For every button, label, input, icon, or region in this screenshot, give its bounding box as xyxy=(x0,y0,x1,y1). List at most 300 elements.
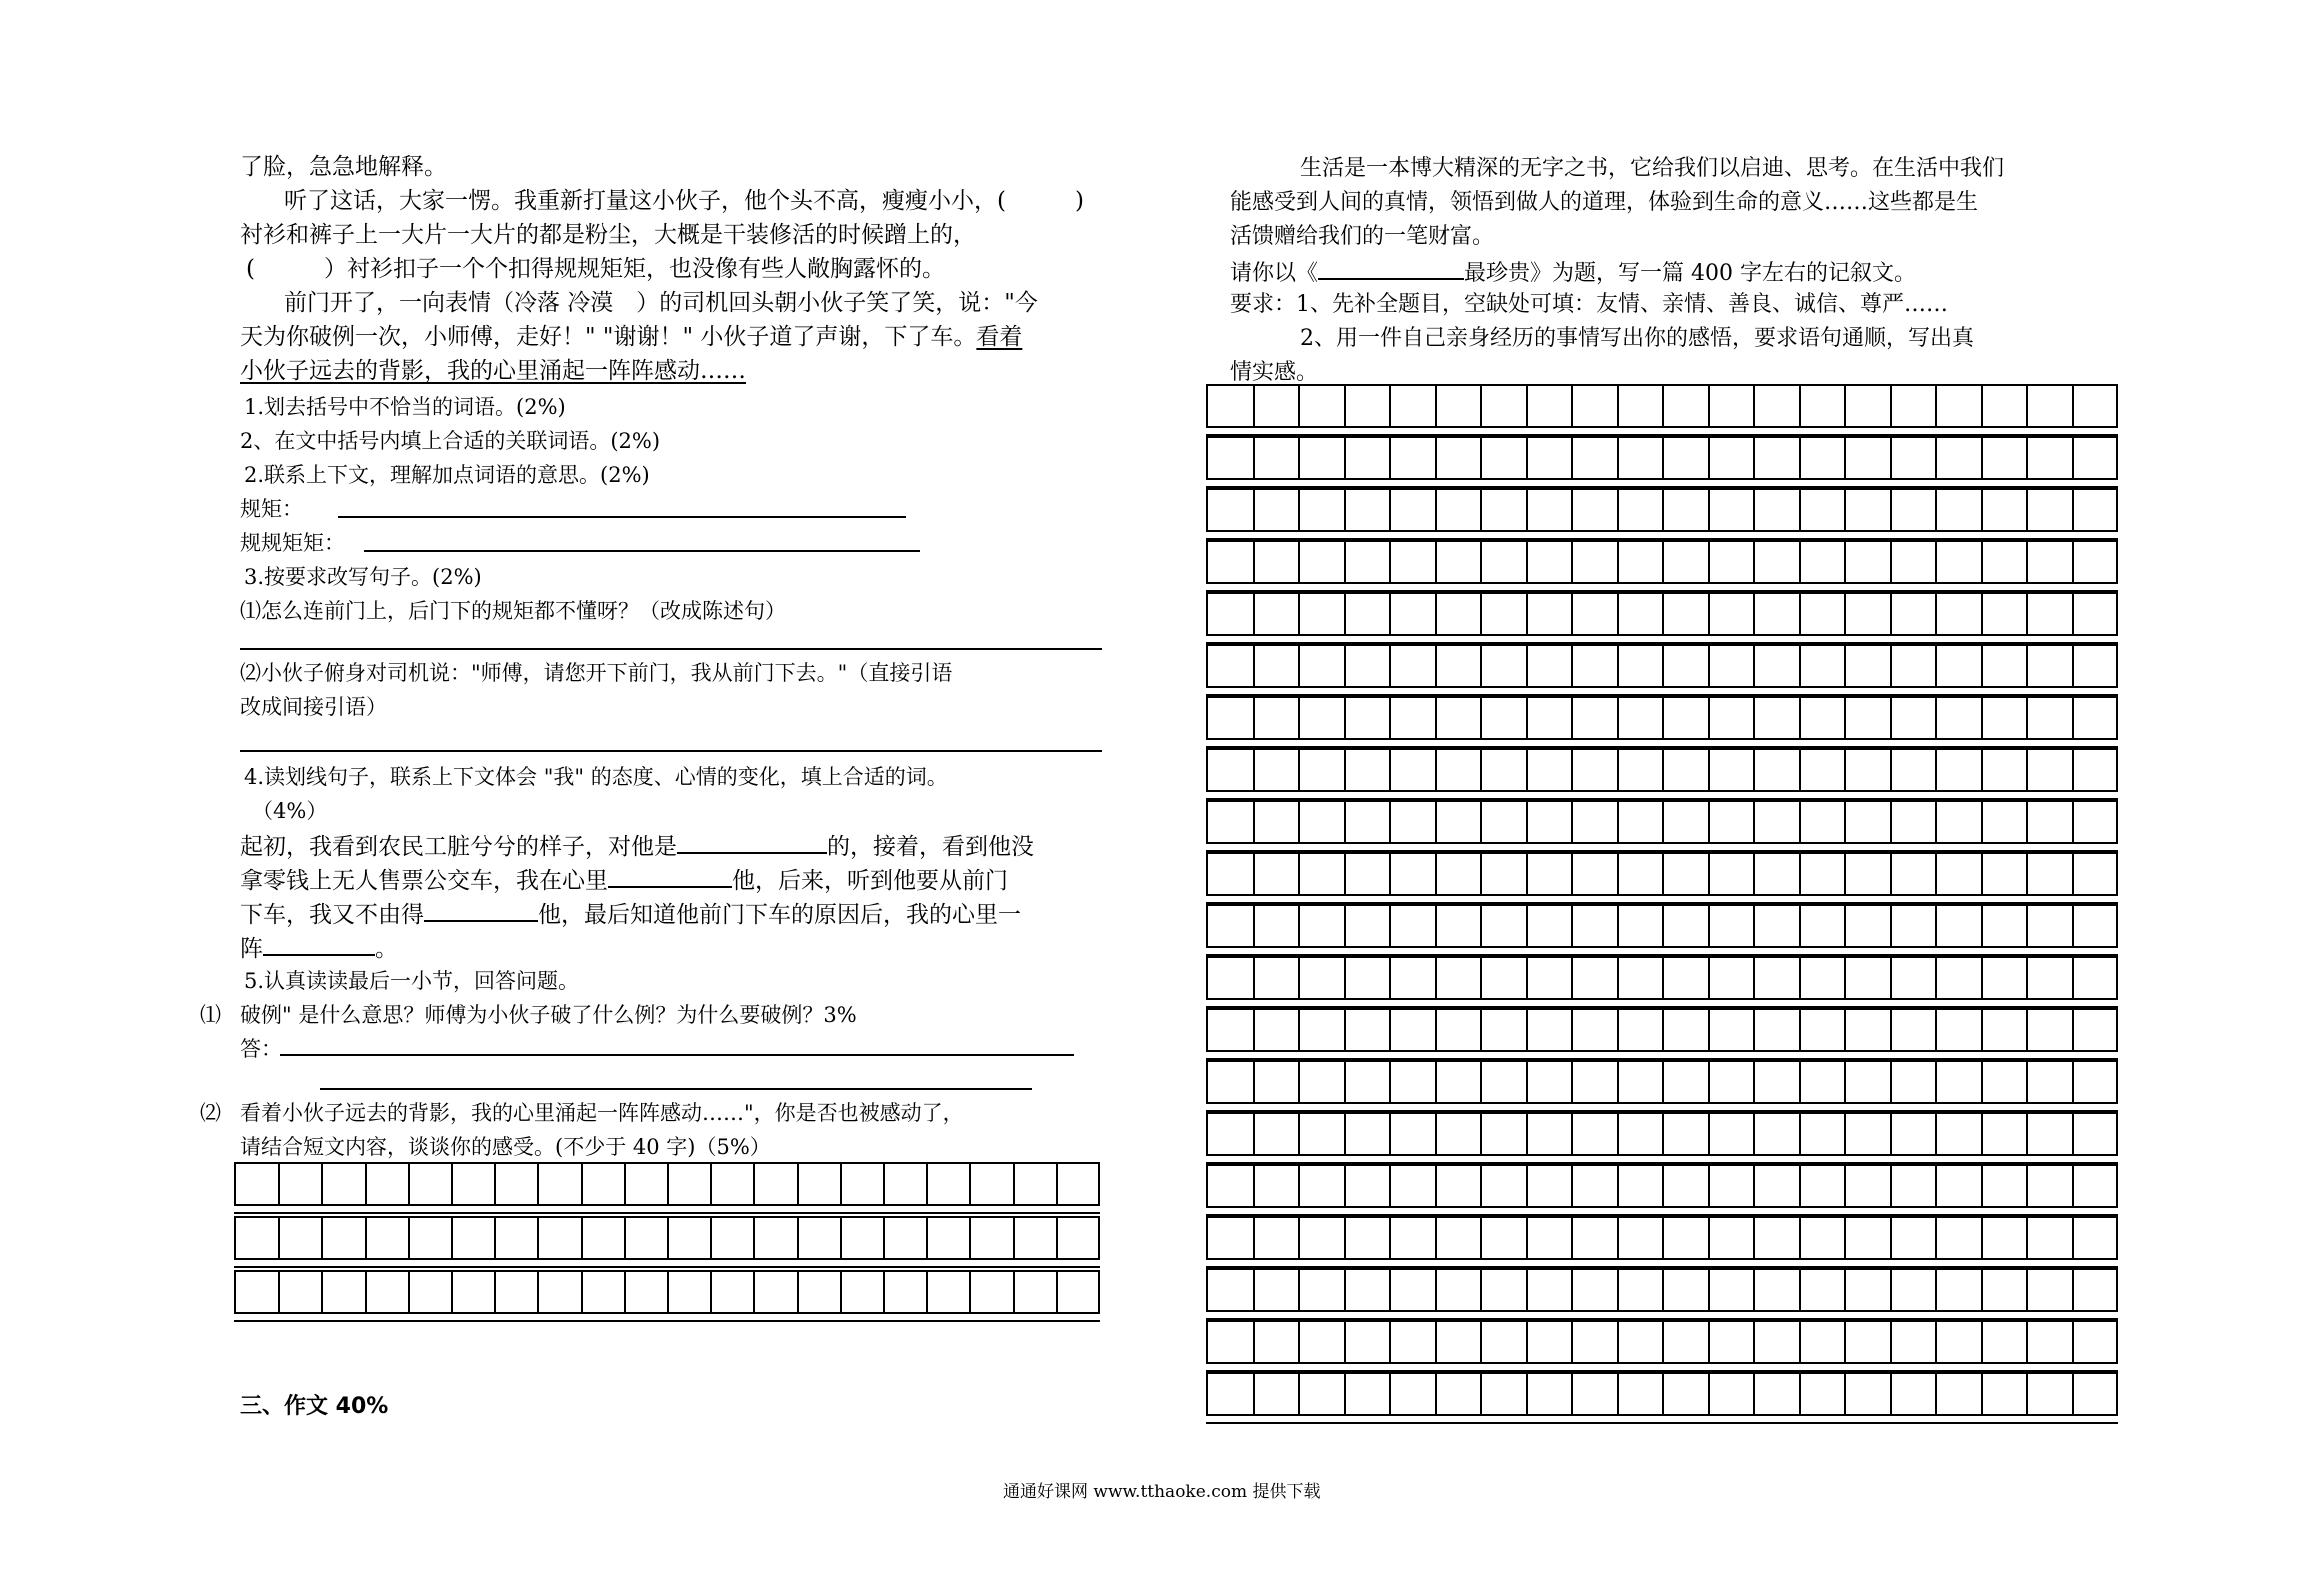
grid-cell-divider xyxy=(1844,1062,1846,1102)
grid-cell-divider xyxy=(1526,1062,1528,1102)
grid-cell-divider xyxy=(1708,1218,1710,1258)
grid-cell-divider xyxy=(1799,490,1801,530)
grid-cell-divider xyxy=(1662,438,1664,478)
fill-blank-1[interactable] xyxy=(677,828,827,854)
grid-cell-divider xyxy=(1890,1166,1892,1206)
grid-cell-divider xyxy=(1480,1062,1482,1102)
grid-cell-divider xyxy=(1890,750,1892,790)
grid-cell-divider xyxy=(1844,1322,1846,1362)
essay-requirement-1: 要求：1、先补全题目，空缺处可填：友情、亲情、善良、诚信、尊严…… xyxy=(1230,292,1948,317)
grid-cell-divider xyxy=(1844,386,1846,426)
essay-intro-2: 能感受到人间的真情，领悟到做人的道理，体验到生命的意义……这些都是生 xyxy=(1230,190,1979,215)
grid-cell-divider xyxy=(1935,438,1937,478)
grid-cell-divider xyxy=(1890,1010,1892,1050)
grid-cell-divider xyxy=(1480,1218,1482,1258)
essay-prompt xyxy=(1230,254,1916,291)
grid-cell-divider xyxy=(1708,1010,1710,1050)
grid-cell-divider xyxy=(2072,1218,2074,1258)
grid-cell-divider xyxy=(1526,906,1528,946)
grid-cell-divider xyxy=(1344,1270,1346,1310)
grid-cell-divider xyxy=(667,1218,669,1258)
fill-3-text-b: 他，最后知道他前门下车的原因后，我的心里一 xyxy=(538,902,1021,928)
grid-cell-divider xyxy=(1617,698,1619,738)
grid-cell-divider xyxy=(840,1218,842,1258)
grid-cell-divider xyxy=(1799,1322,1801,1362)
grid-cell-divider xyxy=(1389,1166,1391,1206)
grid-cell-divider xyxy=(1435,1010,1437,1050)
grid-cell-divider xyxy=(2026,1322,2028,1362)
grid-cell-divider xyxy=(1890,1270,1892,1310)
grid-cell-divider xyxy=(1617,490,1619,530)
grid-cell-divider xyxy=(1753,1166,1755,1206)
question-6b-number: ⑵ xyxy=(200,1101,221,1125)
grid-cell-divider xyxy=(2026,1114,2028,1154)
question-3-item-b: 规规矩矩： xyxy=(240,531,345,555)
grid-cell-divider xyxy=(1844,490,1846,530)
passage-line-6 xyxy=(240,320,1022,354)
question-6b-line-2: 请结合短文内容，谈谈你的感受。(不少于 40 字)（5%） xyxy=(240,1135,771,1159)
grid-cell-divider xyxy=(1799,698,1801,738)
grid-cell-divider xyxy=(1480,646,1482,686)
passage-line-3: 衬衫和裤子上一大片一大片的都是粉尘，大概是干装修活的时候蹭上的， xyxy=(240,222,976,248)
grid-cell-divider xyxy=(1526,1322,1528,1362)
grid-cell-divider xyxy=(1617,1010,1619,1050)
grid-cell-divider xyxy=(1435,1062,1437,1102)
grid-cell-divider xyxy=(365,1164,367,1204)
essay-prompt-text-a: 请你以《 xyxy=(1230,261,1319,286)
grid-cell-divider xyxy=(1708,1270,1710,1310)
grid-cell-divider xyxy=(1844,802,1846,842)
question-6a: 破例" 是什么意思？师傅为小伙子破了什么例？为什么要破例？3% xyxy=(240,1003,857,1027)
grid-cell-divider xyxy=(1935,958,1937,998)
grid-cell-divider xyxy=(2026,906,2028,946)
grid-cell-divider xyxy=(1571,854,1573,894)
grid-cell-divider xyxy=(1981,438,1983,478)
grid-cell-divider xyxy=(1253,1114,1255,1154)
grid-row xyxy=(1206,1008,2118,1052)
grid-cell-divider xyxy=(1708,906,1710,946)
grid-cell-divider xyxy=(1662,1114,1664,1154)
grid-cell-divider xyxy=(1571,490,1573,530)
grid-cell-divider xyxy=(1389,1010,1391,1050)
fill-blank-3[interactable] xyxy=(424,896,538,922)
grid-cell-divider xyxy=(2072,594,2074,634)
grid-cell-divider xyxy=(1753,490,1755,530)
grid-cell-divider xyxy=(1981,1010,1983,1050)
grid-cell-divider xyxy=(1662,958,1664,998)
grid-cell-divider xyxy=(1662,594,1664,634)
grid-cell-divider xyxy=(1708,542,1710,582)
fill-1-text-b: 的，接着，看到他没 xyxy=(827,834,1034,860)
grid-cell-divider xyxy=(1708,490,1710,530)
grid-cell-divider xyxy=(1617,438,1619,478)
grid-cell-divider xyxy=(1526,958,1528,998)
grid-cell-divider xyxy=(1662,1218,1664,1258)
grid-cell-divider xyxy=(1708,438,1710,478)
grid-cell-divider xyxy=(2072,1010,2074,1050)
grid-cell-divider xyxy=(1526,386,1528,426)
grid-cell-divider xyxy=(1890,698,1892,738)
grid-cell-divider xyxy=(1253,1270,1255,1310)
grid-cell-divider xyxy=(1480,1114,1482,1154)
essay-intro-1: 生活是一本博大精深的无字之书，它给我们以启迪、思考。在生活中我们 xyxy=(1300,156,2005,181)
grid-cell-divider xyxy=(710,1272,712,1312)
grid-cell-divider xyxy=(1799,438,1801,478)
grid-cell-divider xyxy=(1571,1166,1573,1206)
grid-cell-divider xyxy=(926,1164,928,1204)
grid-cell-divider xyxy=(1844,438,1846,478)
grid-cell-divider xyxy=(1480,854,1482,894)
grid-row xyxy=(1206,644,2118,688)
answer-line-6a-1[interactable] xyxy=(280,1054,1074,1056)
essay-title-blank[interactable] xyxy=(1318,254,1464,280)
grid-cell-divider xyxy=(2026,490,2028,530)
grid-cell-divider xyxy=(1298,1218,1300,1258)
grid-cell-divider xyxy=(1480,490,1482,530)
answer-line-4b[interactable] xyxy=(240,750,1102,752)
grid-cell-divider xyxy=(1253,1010,1255,1050)
grid-cell-divider xyxy=(1935,490,1937,530)
grid-cell-divider xyxy=(667,1272,669,1312)
grid-cell-divider xyxy=(1981,646,1983,686)
answer-line-3b[interactable] xyxy=(364,550,920,552)
grid-cell-divider xyxy=(1708,698,1710,738)
grid-cell-divider xyxy=(1253,646,1255,686)
grid-cell-divider xyxy=(1799,594,1801,634)
grid-cell-divider xyxy=(1389,490,1391,530)
grid-cell-divider xyxy=(494,1164,496,1204)
grid-cell-divider xyxy=(1753,646,1755,686)
grid-cell-divider xyxy=(1013,1164,1015,1204)
answer-grid-short[interactable] xyxy=(234,1162,1100,1322)
grid-cell-divider xyxy=(1571,594,1573,634)
grid-cell-divider xyxy=(1480,1322,1482,1362)
grid-cell-divider xyxy=(1253,1062,1255,1102)
grid-cell-divider xyxy=(2072,646,2074,686)
grid-cell-divider xyxy=(1435,1218,1437,1258)
grid-cell-divider xyxy=(1662,1166,1664,1206)
grid-cell-divider xyxy=(1708,646,1710,686)
grid-cell-divider xyxy=(1708,1062,1710,1102)
grid-cell-divider xyxy=(1662,1322,1664,1362)
grid-cell-divider xyxy=(1935,854,1937,894)
grid-cell-divider xyxy=(1708,386,1710,426)
grid-cell-divider xyxy=(1344,1010,1346,1050)
grid-cell-divider xyxy=(1526,802,1528,842)
grid-cell-divider xyxy=(1890,542,1892,582)
grid-cell-divider xyxy=(1617,802,1619,842)
grid-row xyxy=(234,1216,1100,1260)
grid-cell-divider xyxy=(1890,802,1892,842)
grid-cell-divider xyxy=(1662,1010,1664,1050)
grid-cell-divider xyxy=(1662,802,1664,842)
grid-cell-divider xyxy=(1799,1010,1801,1050)
essay-intro-3: 活馈赠给我们的一笔财富。 xyxy=(1230,224,1495,249)
question-3: 2.联系上下文，理解加点词语的意思。(2%) xyxy=(244,463,650,487)
grid-row-underline xyxy=(234,1212,1100,1214)
grid-row xyxy=(1206,1320,2118,1364)
grid-cell-divider xyxy=(1435,594,1437,634)
grid-cell-divider xyxy=(1298,958,1300,998)
grid-cell-divider xyxy=(1935,802,1937,842)
grid-cell-divider xyxy=(1344,1114,1346,1154)
grid-cell-divider xyxy=(840,1272,842,1312)
grid-cell-divider xyxy=(1844,1166,1846,1206)
grid-cell-divider xyxy=(1435,646,1437,686)
grid-cell-divider xyxy=(1617,1062,1619,1102)
grid-cell-divider xyxy=(2026,958,2028,998)
grid-cell-divider xyxy=(1389,958,1391,998)
grid-cell-divider xyxy=(1435,386,1437,426)
grid-cell-divider xyxy=(1389,1374,1391,1414)
grid-cell-divider xyxy=(537,1272,539,1312)
grid-cell-divider xyxy=(1935,698,1937,738)
grid-row xyxy=(1206,1216,2118,1260)
grid-cell-divider xyxy=(1799,542,1801,582)
grid-cell-divider xyxy=(2026,854,2028,894)
grid-cell-divider xyxy=(1935,1374,1937,1414)
grid-cell-divider xyxy=(1253,1374,1255,1414)
grid-cell-divider xyxy=(1526,750,1528,790)
grid-cell-divider xyxy=(1617,1114,1619,1154)
grid-row xyxy=(1206,748,2118,792)
grid-cell-divider xyxy=(1344,542,1346,582)
grid-cell-divider xyxy=(1662,854,1664,894)
essay-requirement-3: 情实感。 xyxy=(1230,360,1319,385)
grid-cell-divider xyxy=(581,1272,583,1312)
grid-cell-divider xyxy=(1753,594,1755,634)
grid-cell-divider xyxy=(797,1164,799,1204)
grid-row xyxy=(234,1162,1100,1206)
grid-cell-divider xyxy=(1571,1218,1573,1258)
grid-cell-divider xyxy=(1799,1374,1801,1414)
grid-cell-divider xyxy=(1799,802,1801,842)
grid-cell-divider xyxy=(1480,750,1482,790)
grid-cell-divider xyxy=(926,1218,928,1258)
grid-cell-divider xyxy=(1753,386,1755,426)
grid-cell-divider xyxy=(1435,750,1437,790)
grid-cell-divider xyxy=(1480,1166,1482,1206)
grid-cell-divider xyxy=(2072,1322,2074,1362)
grid-cell-divider xyxy=(1253,1218,1255,1258)
grid-cell-divider xyxy=(2026,1010,2028,1050)
grid-cell-divider xyxy=(797,1272,799,1312)
question-4-item-b-1: ⑵小伙子俯身对司机说："师傅，请您开下前门，我从前门下去。"（直接引语 xyxy=(240,661,953,685)
grid-row xyxy=(1206,904,2118,948)
grid-cell-divider xyxy=(1298,1010,1300,1050)
grid-cell-divider xyxy=(1981,1114,1983,1154)
grid-cell-divider xyxy=(1617,594,1619,634)
fill-blank-4[interactable] xyxy=(263,930,375,956)
grid-cell-divider xyxy=(2072,750,2074,790)
grid-cell-divider xyxy=(883,1272,885,1312)
grid-cell-divider xyxy=(537,1218,539,1258)
grid-cell-divider xyxy=(1526,542,1528,582)
grid-cell-divider xyxy=(1753,1062,1755,1102)
grid-cell-divider xyxy=(1662,698,1664,738)
grid-row-underline xyxy=(234,1266,1100,1268)
answer-line-3a[interactable] xyxy=(338,516,906,518)
grid-cell-divider xyxy=(1389,386,1391,426)
grid-cell-divider xyxy=(1253,854,1255,894)
grid-cell-divider xyxy=(1344,386,1346,426)
question-5: 4.读划线句子，联系上下文体会 "我" 的态度、心情的变化，填上合适的词。 xyxy=(244,765,948,789)
grid-cell-divider xyxy=(1344,1218,1346,1258)
grid-cell-divider xyxy=(1799,906,1801,946)
grid-cell-divider xyxy=(1935,542,1937,582)
grid-cell-divider xyxy=(1935,1322,1937,1362)
grid-cell-divider xyxy=(1571,750,1573,790)
grid-cell-divider xyxy=(1435,490,1437,530)
grid-cell-divider xyxy=(1344,906,1346,946)
answer-line-6a-2[interactable] xyxy=(320,1088,1032,1090)
grid-cell-divider xyxy=(2026,594,2028,634)
grid-cell-divider xyxy=(1617,542,1619,582)
grid-cell-divider xyxy=(1617,1270,1619,1310)
grid-cell-divider xyxy=(1389,698,1391,738)
grid-cell-divider xyxy=(1389,1114,1391,1154)
grid-cell-divider xyxy=(1344,438,1346,478)
grid-cell-divider xyxy=(1298,698,1300,738)
grid-cell-divider xyxy=(1890,1322,1892,1362)
grid-row xyxy=(1206,1268,2118,1312)
grid-cell-divider xyxy=(1435,1166,1437,1206)
question-6a-answer-label: 答： xyxy=(240,1037,282,1061)
grid-cell-divider xyxy=(1344,1374,1346,1414)
grid-cell-divider xyxy=(1799,1270,1801,1310)
passage-line-6-text: 天为你破例一次，小师傅，走好！" "谢谢！" 小伙子道了声谢，下了车。 xyxy=(240,324,977,350)
grid-cell-divider xyxy=(2026,542,2028,582)
grid-cell-divider xyxy=(1389,854,1391,894)
grid-cell-divider xyxy=(1526,1270,1528,1310)
grid-cell-divider xyxy=(1753,1010,1755,1050)
grid-cell-divider xyxy=(1435,1270,1437,1310)
grid-cell-divider xyxy=(1708,594,1710,634)
grid-cell-divider xyxy=(1480,542,1482,582)
grid-cell-divider xyxy=(2072,1062,2074,1102)
grid-row-underline xyxy=(1206,1422,2118,1424)
grid-cell-divider xyxy=(451,1272,453,1312)
fill-4-text-a: 阵 xyxy=(240,936,263,962)
grid-cell-divider xyxy=(1344,490,1346,530)
grid-cell-divider xyxy=(1571,1322,1573,1362)
answer-line-4a[interactable] xyxy=(240,648,1102,650)
grid-cell-divider xyxy=(1526,1218,1528,1258)
grid-cell-divider xyxy=(1526,646,1528,686)
grid-cell-divider xyxy=(883,1164,885,1204)
fill-blank-2[interactable] xyxy=(608,862,732,888)
grid-cell-divider xyxy=(1617,958,1619,998)
grid-cell-divider xyxy=(1344,958,1346,998)
grid-row xyxy=(1206,800,2118,844)
grid-cell-divider xyxy=(1298,1114,1300,1154)
grid-cell-divider xyxy=(2026,1218,2028,1258)
grid-cell-divider xyxy=(408,1218,410,1258)
grid-cell-divider xyxy=(1480,958,1482,998)
grid-cell-divider xyxy=(1526,594,1528,634)
grid-cell-divider xyxy=(1708,750,1710,790)
grid-cell-divider xyxy=(1298,854,1300,894)
grid-cell-divider xyxy=(1298,490,1300,530)
grid-cell-divider xyxy=(1056,1164,1058,1204)
grid-cell-divider xyxy=(1617,646,1619,686)
section-3-heading: 三、作文 40% xyxy=(240,1394,389,1419)
grid-cell-divider xyxy=(1389,750,1391,790)
grid-cell-divider xyxy=(1298,1166,1300,1206)
grid-cell-divider xyxy=(1480,438,1482,478)
grid-cell-divider xyxy=(2072,698,2074,738)
grid-cell-divider xyxy=(1435,906,1437,946)
grid-cell-divider xyxy=(1799,1218,1801,1258)
grid-cell-divider xyxy=(2026,646,2028,686)
grid-cell-divider xyxy=(1298,438,1300,478)
grid-cell-divider xyxy=(1753,1114,1755,1154)
grid-cell-divider xyxy=(1844,1374,1846,1414)
grid-cell-divider xyxy=(1935,750,1937,790)
grid-cell-divider xyxy=(2072,438,2074,478)
grid-cell-divider xyxy=(926,1272,928,1312)
grid-cell-divider xyxy=(1389,646,1391,686)
essay-writing-grid[interactable] xyxy=(1206,384,2118,1424)
grid-cell-divider xyxy=(321,1164,323,1204)
grid-cell-divider xyxy=(1435,854,1437,894)
grid-cell-divider xyxy=(2026,750,2028,790)
grid-cell-divider xyxy=(1056,1218,1058,1258)
grid-cell-divider xyxy=(278,1272,280,1312)
grid-cell-divider xyxy=(1935,1270,1937,1310)
grid-cell-divider xyxy=(2072,906,2074,946)
grid-cell-divider xyxy=(1890,906,1892,946)
grid-cell-divider xyxy=(1253,594,1255,634)
grid-cell-divider xyxy=(1435,1374,1437,1414)
grid-cell-divider xyxy=(1753,1322,1755,1362)
grid-cell-divider xyxy=(1981,490,1983,530)
grid-cell-divider xyxy=(1844,594,1846,634)
grid-row xyxy=(1206,956,2118,1000)
grid-row xyxy=(1206,696,2118,740)
grid-cell-divider xyxy=(1844,854,1846,894)
grid-cell-divider xyxy=(1571,1270,1573,1310)
grid-cell-divider xyxy=(1435,1322,1437,1362)
grid-cell-divider xyxy=(321,1272,323,1312)
grid-cell-divider xyxy=(1753,1218,1755,1258)
grid-cell-divider xyxy=(1344,698,1346,738)
grid-cell-divider xyxy=(1890,490,1892,530)
grid-cell-divider xyxy=(1981,750,1983,790)
grid-cell-divider xyxy=(710,1218,712,1258)
grid-row xyxy=(1206,1164,2118,1208)
grid-cell-divider xyxy=(581,1164,583,1204)
passage-line-2: 听了这话，大家一愣。我重新打量这小伙子，他个头不高，瘦瘦小小，( ) xyxy=(284,188,1084,214)
grid-cell-divider xyxy=(1435,802,1437,842)
grid-cell-divider xyxy=(969,1272,971,1312)
grid-cell-divider xyxy=(1617,854,1619,894)
grid-cell-divider xyxy=(1844,1218,1846,1258)
grid-cell-divider xyxy=(1890,1218,1892,1258)
grid-cell-divider xyxy=(1617,1218,1619,1258)
grid-cell-divider xyxy=(2072,386,2074,426)
grid-cell-divider xyxy=(1389,1062,1391,1102)
grid-cell-divider xyxy=(1571,906,1573,946)
grid-cell-divider xyxy=(1981,958,1983,998)
grid-row xyxy=(1206,1060,2118,1104)
question-5-fill-3 xyxy=(240,896,1021,932)
grid-cell-divider xyxy=(1890,1374,1892,1414)
grid-cell-divider xyxy=(1344,750,1346,790)
grid-cell-divider xyxy=(1662,1270,1664,1310)
grid-cell-divider xyxy=(1435,1114,1437,1154)
grid-cell-divider xyxy=(1298,1322,1300,1362)
